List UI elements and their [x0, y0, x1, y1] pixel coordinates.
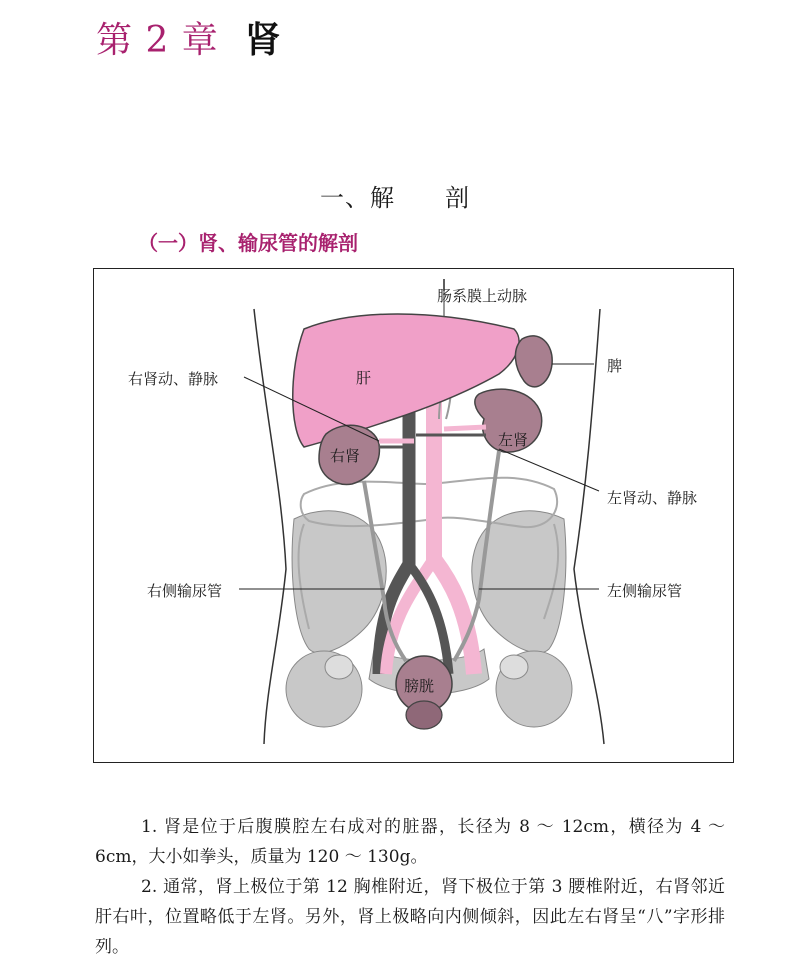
chapter-number: 第 2 章 — [96, 20, 219, 61]
label-left-ureter: 左侧输尿管 — [607, 582, 683, 600]
section-title-part1: 一、解 — [320, 184, 395, 212]
chapter-title: 肾 — [244, 20, 282, 61]
chapter-heading — [96, 12, 282, 63]
label-right-ureter: 右侧输尿管 — [147, 582, 223, 600]
label-bladder: 膀胱 — [404, 677, 435, 695]
anatomy-figure — [93, 268, 734, 763]
section-title-part2: 剖 — [445, 184, 470, 212]
label-left-kidney: 左肾 — [498, 431, 529, 449]
paragraph-2: 2. 通常，肾上极位于第 12 胸椎附近，肾下极位于第 3 腰椎附近，右肾邻近肝右叶，位置略低于左肾。另外，肾上极略向内侧倾斜，因此左右肾呈“八”字形排列。 — [95, 877, 725, 957]
label-right-kidney: 右肾 — [330, 447, 361, 465]
label-liver: 肝 — [356, 369, 372, 387]
label-mesenteric-artery: 肠系膜上动脉 — [437, 287, 528, 305]
label-left-renal-vessels: 左肾动、静脉 — [607, 489, 698, 507]
paragraph-1: 1. 肾是位于后腹膜腔左右成对的脏器，长径为 8 ～ 12cm，横径为 4 ～ 6cm，大小如拳头，质量为 120 ～ 130g。 — [95, 817, 725, 867]
subsection-title: （一）肾、输尿管的解剖 — [138, 231, 358, 255]
section-title — [0, 178, 790, 213]
label-right-renal-vessels: 右肾动、静脉 — [128, 370, 219, 388]
label-spleen: 脾 — [607, 357, 623, 375]
